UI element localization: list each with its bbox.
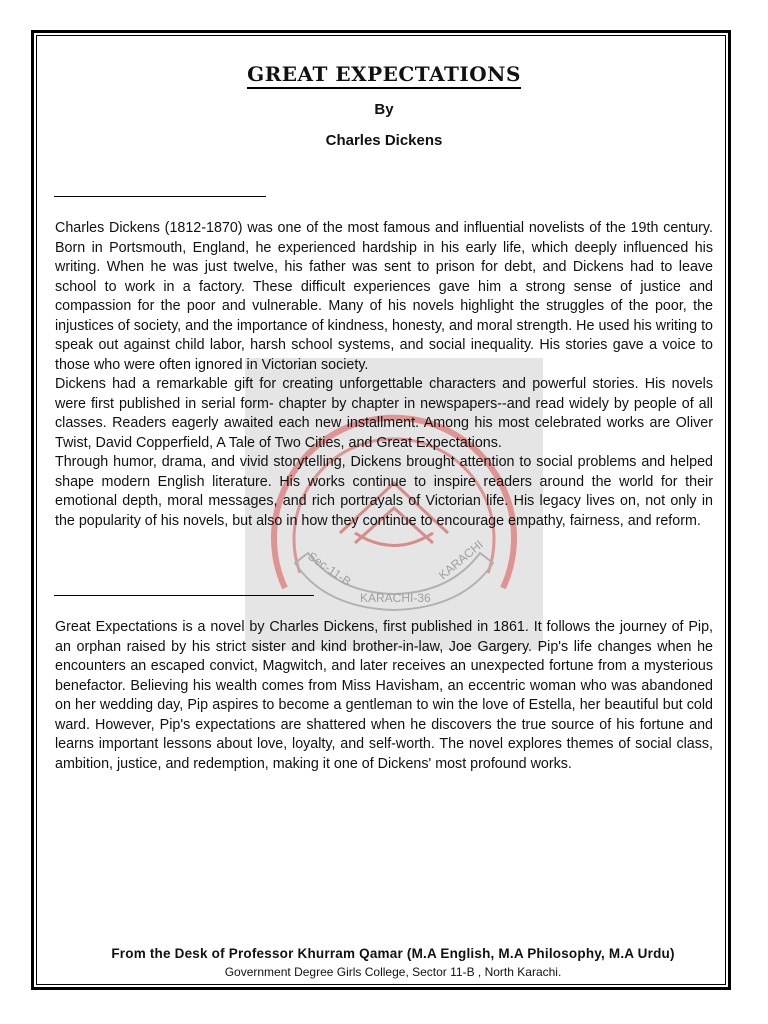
section-rule-1 (54, 196, 266, 197)
footer-desk-line: From the Desk of Professor Khurram Qamar (M.A English, M.A Philosophy, M.A Urdu) (111, 946, 675, 961)
seal-text-right: KARACHI (435, 537, 486, 583)
paragraph: Charles Dickens (1812-1870) was one of the most famous and influential novelists of the 19th century. Born in Portsmouth, England, he experienced hardship in his early life, which deeply influenced his writing. When he was just twelve, his father was sent to prison for debt, and Dickens had to leave school to work in a factory. These difficult experiences gave him a strong sense of justice and compassion for the poor and vulnerable. Many of his novels highlight the struggles of the poor, the injustices of society, and the importance of kindness, honesty, and moral strength. He used his writing to speak out against child labor, harsh school systems, and social inequality. His stories gave a voice to those who were often ignored in Victorian society. (55, 220, 713, 373)
byline-by: By (374, 101, 394, 118)
novel-summary (55, 618, 713, 774)
paragraph: Dickens had a remarkable gift for creating unforgettable characters and powerful stories. His novels were first published in serial form- chapter by chapter in newspapers--and read widely by people of all classes. Readers eagerly awaited each new installment. Among his most celebrated works are Oliver Twist, David Copperfield, A Tale of Two Cities, and Great Expectations. (55, 376, 713, 451)
document-title-text: GREAT EXPECTATIONS (247, 62, 521, 89)
author-biography (55, 219, 713, 531)
author-name: Charles Dickens (325, 132, 443, 149)
section-rule-2 (54, 595, 314, 596)
paragraph: Great Expectations is a novel by Charles Dickens, first published in 1861. It follows the journey of Pip, an orphan raised by his strict sister and kind brother-in-law, Joe Gargery. Pip's life changes when he encounters an escaped convict, Magwitch, and later receives an unexpected fortune from a mysterious benefactor. Believing his wealth comes from Miss Havisham, an eccentric woman who was abandoned on her wedding day, Pip aspires to become a gentleman to win the love of Estella, her beautiful but cold ward. However, Pip's expectations are shattered when he discovers the true source of his fortune and learns important lessons about love, loyalty, and self-worth. The novel explores themes of social class, ambition, justice, and redemption, making it one of Dickens' most profound works. (55, 619, 713, 772)
footer-college-line: Government Degree Girls College, Sector 11-B , North Karachi. (224, 965, 562, 979)
paragraph: Through humor, drama, and vivid storytelling, Dickens brought attention to social problems and helped shape modern English literature. His works continue to inspire readers around the world for their emotional depth, moral messages, and rich portrayals of Victorian life. His legacy lives on, not only in the popularity of his novels, but also in how they continue to encourage empathy, fairness, and reform. (55, 454, 713, 529)
seal-text-bottom: KARACHI-36 (360, 591, 431, 605)
seal-text-left: Sec-11-B (305, 548, 354, 589)
document-title (0, 62, 768, 86)
